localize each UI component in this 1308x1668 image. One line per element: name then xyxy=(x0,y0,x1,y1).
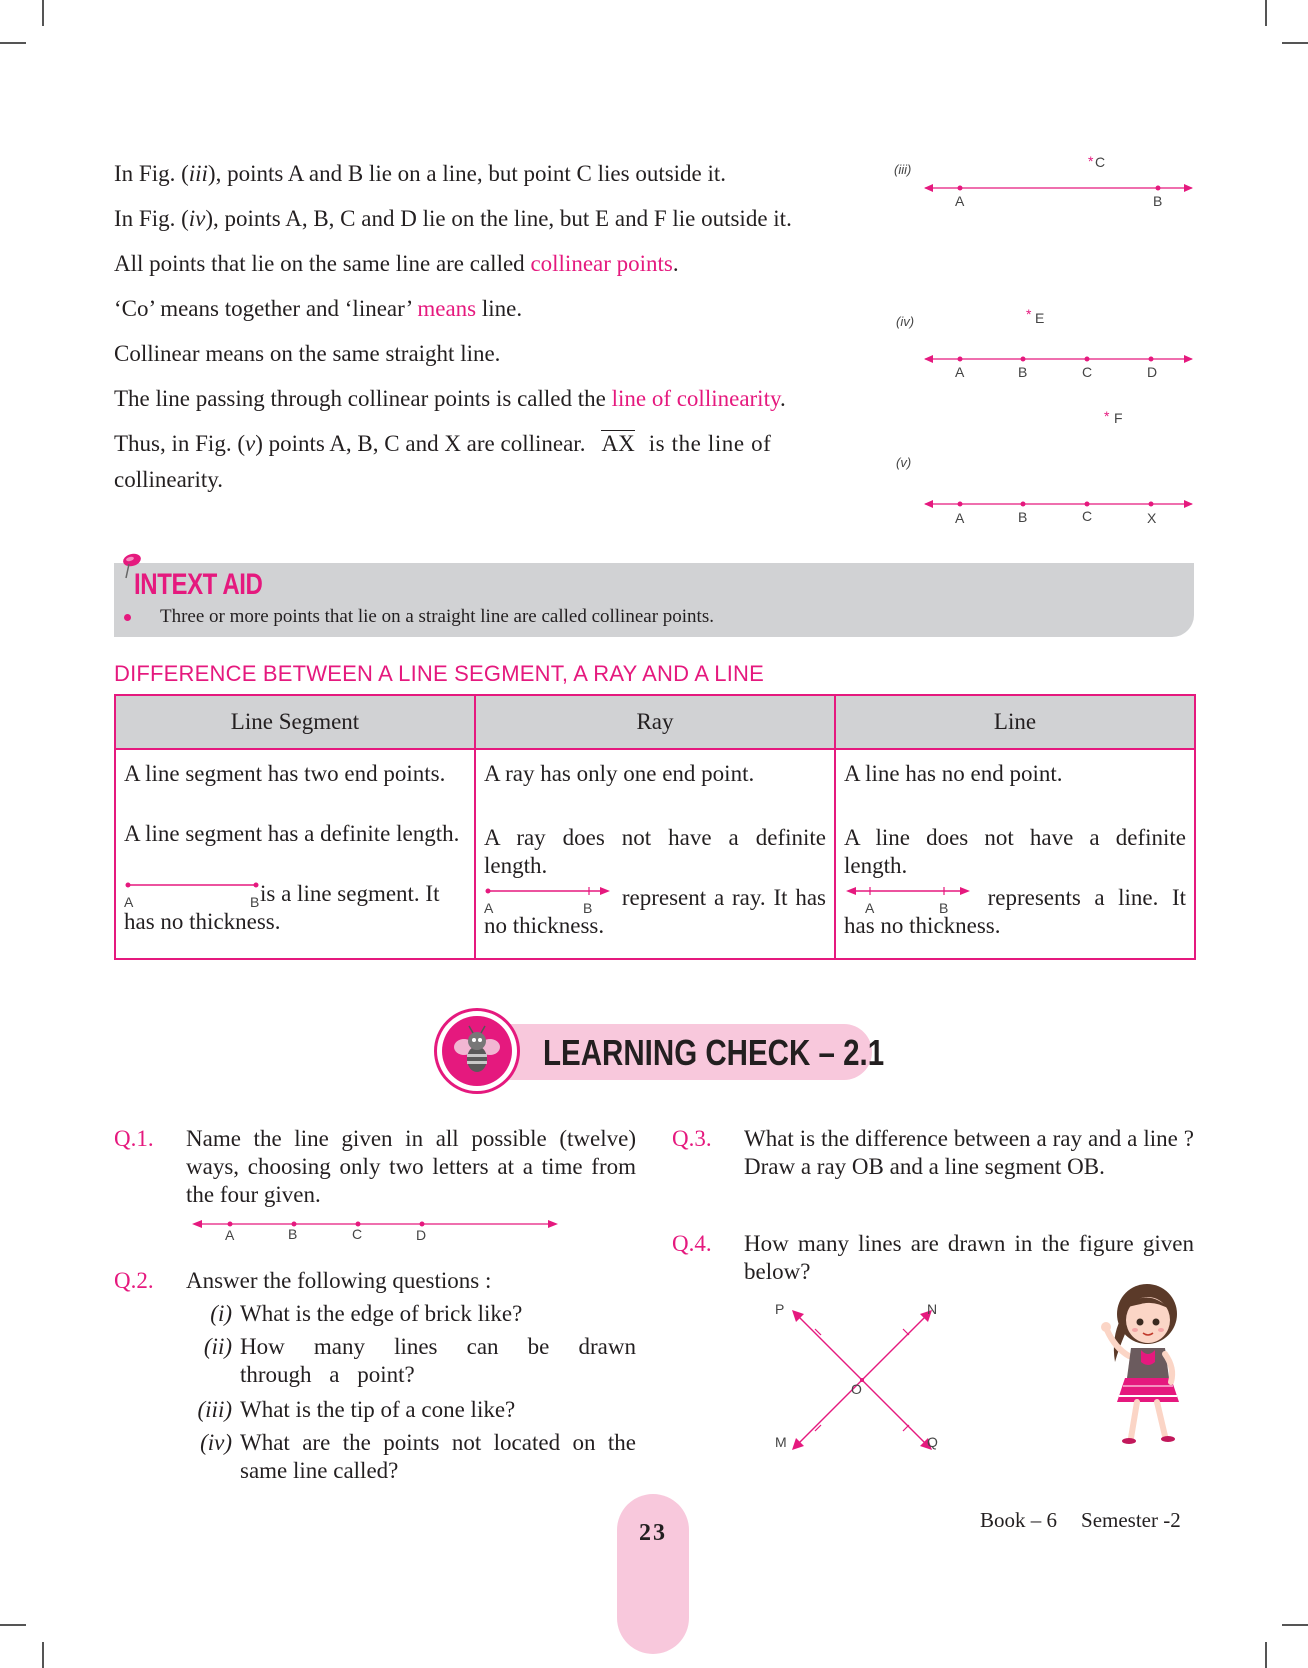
paragraph-fig-iii xyxy=(114,160,726,188)
crop-mark xyxy=(42,0,44,26)
fig-v-label: (v) xyxy=(896,455,912,470)
text: In Fig. ( xyxy=(114,161,189,186)
fig-ref: iii xyxy=(188,161,208,186)
text: line. xyxy=(476,296,523,321)
text: ), points A, B, C and D lie on the line, but E and F lie outside it. xyxy=(205,206,792,231)
text: In Fig. ( xyxy=(114,206,189,231)
fig-iv-star-f: * xyxy=(1104,408,1110,424)
q2-text: Answer the following questions : xyxy=(186,1268,492,1293)
cell-line xyxy=(835,749,1195,959)
fig-iii-point-b xyxy=(1156,186,1161,191)
q4-label-q: Q xyxy=(927,1434,938,1450)
fig-iv-label-d: D xyxy=(1147,364,1158,380)
text: is the line of xyxy=(648,431,772,456)
q4-text: How many lines are drawn in the figure given below? xyxy=(744,1231,1194,1284)
q2-item-iv-num xyxy=(186,1429,232,1457)
fig-iv-label: (iv) xyxy=(896,314,915,329)
q1-label-b: B xyxy=(288,1226,298,1242)
fig-iv-label-b: B xyxy=(1018,364,1028,380)
difference-heading: DIFFERENCE BETWEEN A LINE SEGMENT, A RAY AND A LINE xyxy=(114,661,765,686)
fig-iii-label-a: A xyxy=(955,193,965,209)
segment-thickness xyxy=(124,880,466,936)
crop-mark xyxy=(1282,1624,1308,1626)
segment-length: A line segment has a definite length. xyxy=(124,821,460,846)
fig-iv-star-e: * xyxy=(1026,306,1032,322)
line-thickness xyxy=(844,884,1186,940)
text: collinearity. xyxy=(114,467,223,492)
q2-item-iv-label: (iv) xyxy=(200,1430,232,1455)
ray-figure xyxy=(484,886,614,916)
text: represents a line. It has no thickness. xyxy=(844,885,1187,938)
figures-svg xyxy=(880,145,1220,530)
footer-book-semester xyxy=(980,1508,1181,1533)
fig-v-point-a xyxy=(958,502,963,507)
paragraph-collinear xyxy=(114,250,679,278)
header-line: Line xyxy=(835,695,1195,749)
fig-iv-point-c xyxy=(1085,357,1090,362)
fig-iv-point-b xyxy=(1021,357,1026,362)
fig-iv-label-e: E xyxy=(1035,310,1045,326)
comparison-table xyxy=(114,694,1196,960)
header-line-segment: Line Segment xyxy=(115,695,475,749)
fig-v-label-c: C xyxy=(1082,508,1093,524)
text: ), points A and B lie on a line, but point C lies outside it. xyxy=(207,161,727,186)
q2-number: Q.2. xyxy=(114,1268,154,1293)
cell-line-segment xyxy=(115,749,475,959)
segment-endpoints: A line segment has two end points. xyxy=(124,761,446,786)
fig-iii-label-c: C xyxy=(1095,154,1106,170)
line-endpoint: A line has no end point. xyxy=(844,761,1063,786)
segment-label-b: B xyxy=(250,894,260,910)
text: ) points A, B, C and X are collinear. xyxy=(255,431,586,456)
footer-book: Book – 6 xyxy=(980,1508,1058,1532)
text: All points that lie on the same line are called xyxy=(114,251,531,276)
header-ray: Ray xyxy=(475,695,835,749)
page-number-pill xyxy=(617,1494,689,1654)
q1-text: Name the line given in all possible (twelve) ways, choosing only two letters at a time from the four given. xyxy=(186,1126,636,1207)
q2-item-i: What is the edge of brick like? xyxy=(240,1301,523,1326)
q2-item-iii-num xyxy=(186,1396,232,1424)
q1-point-d xyxy=(420,1222,425,1227)
segment-svg xyxy=(124,882,260,904)
q4-label-m: M xyxy=(775,1434,787,1450)
paragraph-co-linear xyxy=(114,295,522,323)
text: . xyxy=(672,251,679,276)
paragraph-fig-v xyxy=(114,430,771,458)
fig-v-label-x: X xyxy=(1147,510,1157,526)
intext-aid-title: INTEXT AID xyxy=(134,568,263,601)
q1-point-a xyxy=(228,1222,233,1227)
ray-endpoint: A ray has only one end point. xyxy=(484,761,755,786)
q4-number: Q.4. xyxy=(672,1231,712,1256)
q1-label-a: A xyxy=(225,1227,235,1243)
q1-label-d: D xyxy=(416,1227,427,1243)
fig-iv-label-c: C xyxy=(1082,364,1093,380)
ray-label-a: A xyxy=(484,900,494,916)
fig-v-point-b xyxy=(1021,502,1026,507)
ray-label-b: B xyxy=(583,900,593,916)
text: Thus, in Fig. ( xyxy=(114,431,245,456)
q1-number: Q.1. xyxy=(114,1126,154,1151)
term-line-of-collinearity: line of collinearity xyxy=(611,386,780,411)
q3-text: What is the difference between a ray and a line ? Draw a ray OB and a line segment OB. xyxy=(744,1126,1194,1179)
crop-mark xyxy=(0,42,26,44)
table-header-row xyxy=(115,695,1195,749)
q2-item-iii: What is the tip of a cone like? xyxy=(240,1397,516,1422)
text: The line passing through collinear points is called the xyxy=(114,386,612,411)
cell-ray xyxy=(475,749,835,959)
line-length: A line does not have a definite length. xyxy=(844,825,1186,878)
text: is a line segment. It has no thickness. xyxy=(124,881,440,934)
q2-item-ii-label: (ii) xyxy=(203,1334,232,1359)
fig-iv-label-a: A xyxy=(955,364,965,380)
bullet-icon xyxy=(124,614,131,621)
paragraph-fig-iv xyxy=(114,205,792,233)
fig-ref: iv xyxy=(188,206,206,231)
fig-iii-star: * xyxy=(1088,153,1094,169)
q2-item-iv: What are the points not located on the same line called? xyxy=(240,1430,636,1483)
segment-figure xyxy=(124,882,260,910)
q2-item-i-num xyxy=(186,1300,232,1328)
ray-length: A ray does not have a definite length. xyxy=(484,825,826,878)
page-number: 23 xyxy=(639,1520,667,1546)
q4-label-n: N xyxy=(927,1301,938,1317)
q2-item-ii: How many lines can be drawn through a point? xyxy=(240,1334,636,1387)
fig-v-point-c xyxy=(1085,502,1090,507)
fig-v-point-x xyxy=(1149,502,1154,507)
paragraph-line-of-collinearity xyxy=(114,385,786,413)
fig-v-label-b: B xyxy=(1018,509,1028,525)
term-means: means xyxy=(417,296,477,321)
ray-svg xyxy=(484,886,614,908)
bee-icon xyxy=(447,1021,507,1081)
ray-thickness xyxy=(484,884,826,940)
text: ‘Co’ means together and ‘linear’ xyxy=(114,296,418,321)
table-row xyxy=(115,749,1195,959)
fig-iv-label-f: F xyxy=(1114,410,1123,426)
learning-check-title: LEARNING CHECK – 2.1 xyxy=(543,1032,885,1073)
figure-v xyxy=(925,502,1192,507)
figure-iii xyxy=(925,153,1192,191)
text: represent a ray. It has no thickness. xyxy=(484,885,827,938)
fig-iv-point-a xyxy=(958,357,963,362)
line-label-b: B xyxy=(939,900,949,916)
q4-label-o: O xyxy=(851,1381,862,1397)
text: Collinear means on the same straight line. xyxy=(114,341,501,366)
q1-label-c: C xyxy=(352,1226,363,1242)
line-svg xyxy=(844,886,974,908)
q2-item-ii-num xyxy=(186,1333,232,1361)
line-label-a: A xyxy=(865,900,875,916)
paragraph-fig-v-line2 xyxy=(114,466,223,494)
fig-ref: v xyxy=(244,431,256,456)
crop-mark xyxy=(1265,0,1267,26)
girl-illustration xyxy=(1085,1278,1195,1448)
paragraph-collinear-means xyxy=(114,340,500,368)
crop-mark xyxy=(1265,1642,1267,1668)
intext-aid-bullet: Three or more points that lie on a straight line are called collinear points. xyxy=(160,606,714,627)
text: . xyxy=(779,386,786,411)
q4-label-p: P xyxy=(775,1301,785,1317)
crop-mark xyxy=(42,1642,44,1668)
segment-label-a: A xyxy=(124,894,134,910)
footer-semester: Semester -2 xyxy=(1081,1508,1181,1532)
q1-figure xyxy=(190,1214,560,1234)
overline-ax: AX xyxy=(601,431,635,456)
fig-iii-point-a xyxy=(958,186,963,191)
term-collinear-points: collinear points xyxy=(530,251,673,276)
fig-iii-label: (iii) xyxy=(894,162,912,177)
q3-number: Q.3. xyxy=(672,1126,712,1151)
crop-mark xyxy=(1282,42,1308,44)
line-figure xyxy=(844,886,974,916)
fig-iv-point-d xyxy=(1149,357,1154,362)
crop-mark xyxy=(0,1624,26,1626)
q2-item-iii-label: (iii) xyxy=(197,1397,232,1422)
fig-v-label-a: A xyxy=(955,510,965,526)
fig-iii-label-b: B xyxy=(1153,193,1163,209)
q2-item-i-label: (i) xyxy=(210,1301,232,1326)
